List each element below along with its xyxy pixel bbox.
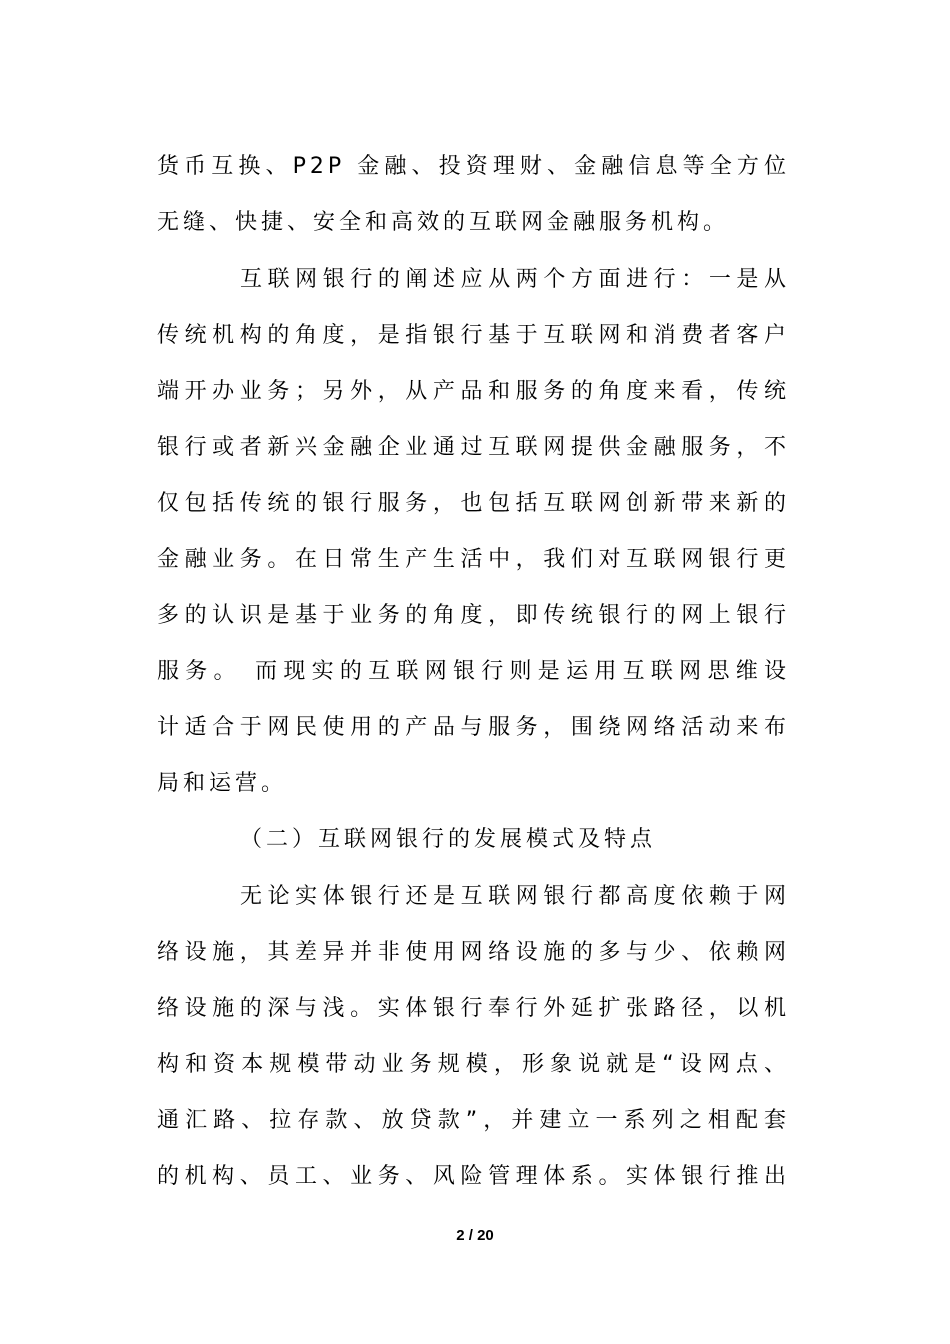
text-line: 端开办业务；另外，从产品和服务的角度来看，传统	[157, 379, 790, 404]
text-line: 构和资本规模带动业务规模，形象说就是“设网点、	[157, 1052, 790, 1077]
paragraph-first-line: 互联网银行的阐述应从两个方面进行：一是从	[240, 267, 790, 292]
text-line: 传统机构的角度，是指银行基于互联网和消费者客户	[157, 323, 790, 348]
text-line: 金融业务。在日常生产生活中，我们对互联网银行更	[157, 547, 790, 572]
text-line: 银行或者新兴金融企业通过互联网提供金融服务，不	[157, 435, 790, 460]
text-line: 计适合于网民使用的产品与服务，围绕网络活动来布	[157, 715, 790, 740]
text-line: 通汇路、拉存款、放贷款”，并建立一系列之相配套	[157, 1108, 790, 1133]
text-line: 货币互换、P2P 金融、投资理财、金融信息等全方位	[157, 154, 790, 179]
text-line: 服务。 而现实的互联网银行则是运用互联网思维设	[157, 659, 790, 684]
text-line: 仅包括传统的银行服务，也包括互联网创新带来新的	[157, 491, 790, 516]
text-line: 多的认识是基于业务的角度，即传统银行的网上银行	[157, 603, 790, 628]
text-line: 络设施，其差异并非使用网络设施的多与少、依赖网	[157, 940, 790, 965]
paragraph-first-line: 无论实体银行还是互联网银行都高度依赖于网	[240, 884, 790, 909]
text-line: 络设施的深与浅。实体银行奉行外延扩张路径，以机	[157, 996, 790, 1021]
text-line: 无缝、快捷、安全和高效的互联网金融服务机构。	[157, 210, 730, 235]
text-line: 的机构、员工、业务、风险管理体系。实体银行推出	[157, 1164, 790, 1189]
page-number: 2 / 20	[456, 1227, 494, 1244]
text-line: 局和运营。	[157, 771, 288, 796]
section-heading: （二）互联网银行的发展模式及特点	[240, 827, 657, 852]
